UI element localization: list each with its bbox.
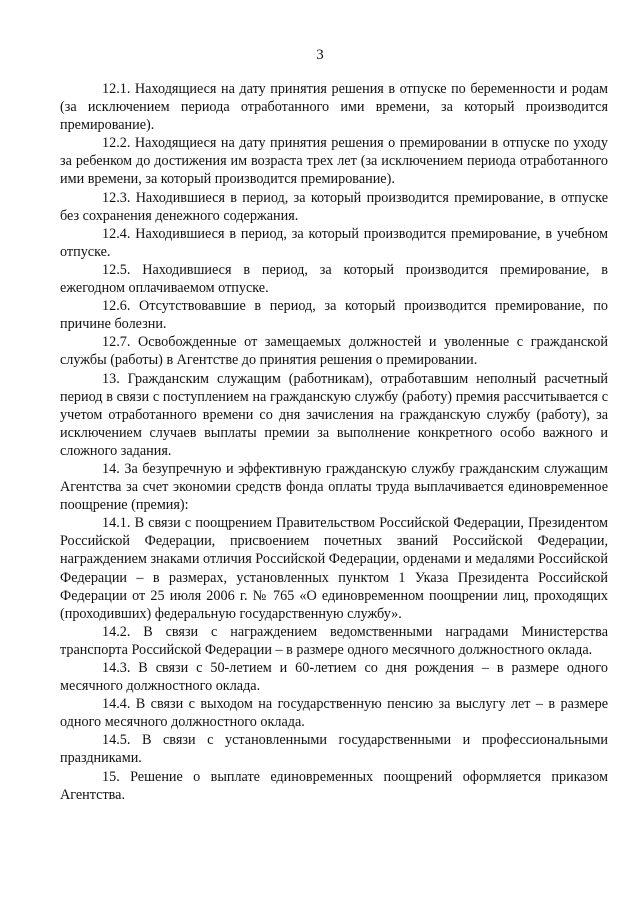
paragraph-12-5: 12.5. Находившиеся в период, за который производится премирование, в ежегодном оплачиваемом отпуске. (60, 261, 608, 297)
paragraph-12-7: 12.7. Освобожденные от замещаемых должностей и уволенные с гражданской службы (работы) в Агентстве до принятия решения о премировании. (60, 334, 608, 369)
paragraph-12-6: 12.6. Отсутствовавшие в период, за который производится премирование, по причине болезни. (60, 298, 608, 333)
paragraph-14: 14. За безупречную и эффективную гражданскую службу гражданским служащим Агентства за счет экономии средств фонда оплаты труда выплачивается единовременное поощрение (премия): (60, 460, 608, 514)
paragraph-14-3: 14.3. В связи с 50-летием и 60-летием со дня рождения – в размере одного месячного должностного оклада. (60, 660, 608, 695)
paragraph-14-2: 14.2. В связи с награждением ведомственными наградами Министерства транспорта Российской Федерации – в размере одного месячного должностного оклада. (60, 623, 608, 658)
paragraph-12-2: 12.2. Находящиеся на дату принятия решения о премировании в отпуске по уходу за ребенком до достижения им возраста трех лет (за исключением периода отработанного ими времени, за который производится премирование). (60, 135, 608, 188)
paragraph-12-3: 12.3. Находившиеся в период, за который производится премирование, в отпуске без сохранения денежного содержания. (60, 189, 608, 224)
paragraph-14-1: 14.1. В связи с поощрением Правительством Российской Федерации, Президентом Российской Федерации, присвоением почетных званий Российской Федерации, награждением знаками отличия Российской Федерации, орденами и медалями Российской Федерации – в размерах, установленных пунктом 1 Указа Президента Российской Федерации от 25 июля 2006 г. № 765 «О единовременном поощрении лиц, проходящих (проходивших) федеральную государственную службу». (60, 515, 608, 622)
document-body (60, 80, 608, 804)
paragraph-12-1: 12.1. Находящиеся на дату принятия решения в отпуске по беременности и родам (за исключением периода отработанного ими времени, за который производится премирование). (60, 81, 608, 134)
paragraph-14-4: 14.4. В связи с выходом на государственную пенсию за выслугу лет – в размере одного месячного должностного оклада. (60, 696, 608, 731)
paragraph-13: 13. Гражданским служащим (работникам), отработавшим неполный расчетный период в связи с поступлением на гражданскую службу (работу) премия рассчитывается с учетом отработанного времени со дня зачисления на гражданскую службу (работу), за исключением случаев выплаты премии за выполнение конкретного особо важного и сложного задания. (60, 370, 608, 459)
paragraph-12-4: 12.4. Находившиеся в период, за который производится премирование, в учебном отпуске. (60, 225, 608, 260)
paragraph-14-5: 14.5. В связи с установленными государственными и профессиональными праздниками. (60, 732, 608, 767)
page-number: 3 (316, 47, 324, 63)
paragraph-15: 15. Решение о выплате единовременных поощрений оформляется приказом Агентства. (60, 768, 608, 803)
